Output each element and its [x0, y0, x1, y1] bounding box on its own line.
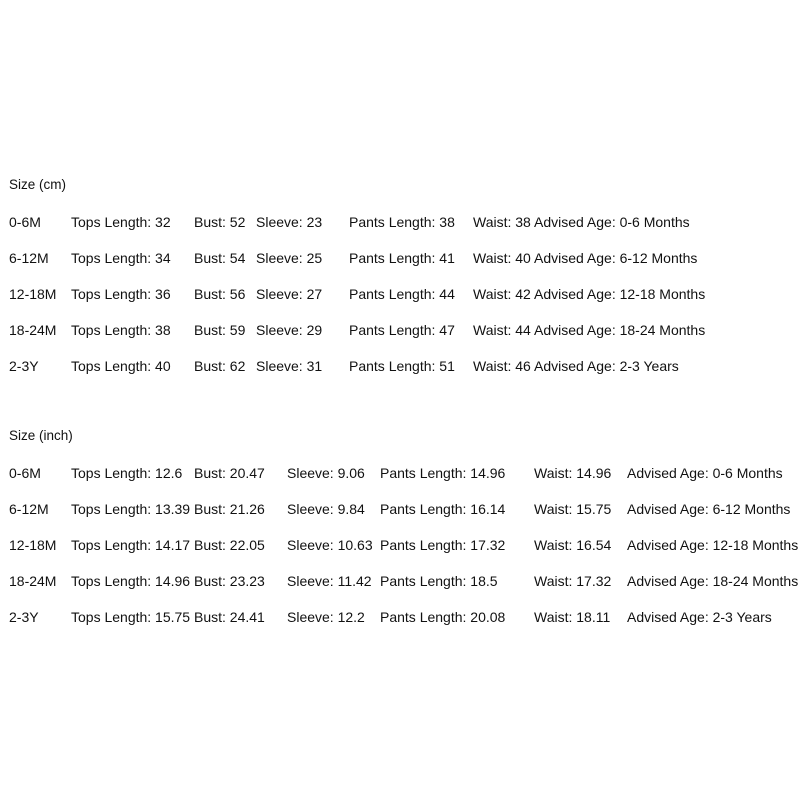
- size-cm-row: [0, 320, 800, 340]
- waist: Waist: 40: [473, 250, 531, 266]
- pants-length: Pants Length: 16.14: [380, 501, 506, 517]
- sleeve: Sleeve: 31: [256, 358, 323, 374]
- pants-length: Pants Length: 38: [349, 214, 455, 230]
- tops-length: Tops Length: 13.39: [71, 501, 191, 517]
- waist: Waist: 16.54: [534, 537, 612, 553]
- tops-length: Tops Length: 36: [71, 286, 171, 302]
- bust: Bust: 56: [194, 286, 246, 302]
- sleeve: Sleeve: 12.2: [287, 609, 365, 625]
- size-label: 18-24M: [9, 322, 57, 338]
- size-label: 0-6M: [9, 214, 41, 230]
- advised-age: Advised Age: 6-12 Months: [627, 501, 791, 517]
- waist: Waist: 42: [473, 286, 531, 302]
- tops-length: Tops Length: 14.96: [71, 573, 191, 589]
- pants-length: Pants Length: 41: [349, 250, 455, 266]
- tops-length: Tops Length: 40: [71, 358, 171, 374]
- size-label: 12-18M: [9, 537, 57, 553]
- pants-length: Pants Length: 14.96: [380, 465, 506, 481]
- advised-age: Advised Age: 6-12 Months: [534, 250, 698, 266]
- advised-age: Advised Age: 0-6 Months: [534, 214, 690, 230]
- size-cm-row: [0, 284, 800, 304]
- size-label: 12-18M: [9, 286, 57, 302]
- advised-age: Advised Age: 18-24 Months: [534, 322, 706, 338]
- bust: Bust: 59: [194, 322, 246, 338]
- size-label: 6-12M: [9, 501, 49, 517]
- waist: Waist: 14.96: [534, 465, 612, 481]
- advised-age: Advised Age: 0-6 Months: [627, 465, 783, 481]
- sleeve: Sleeve: 23: [256, 214, 323, 230]
- bust: Bust: 62: [194, 358, 246, 374]
- size-label: 2-3Y: [9, 609, 39, 625]
- size-inch-row: [0, 607, 800, 627]
- waist: Waist: 38: [473, 214, 531, 230]
- tops-length: Tops Length: 14.17: [71, 537, 191, 553]
- sleeve: Sleeve: 9.84: [287, 501, 365, 517]
- pants-length: Pants Length: 18.5: [380, 573, 498, 589]
- advised-age: Advised Age: 2-3 Years: [627, 609, 772, 625]
- sleeve: Sleeve: 10.63: [287, 537, 373, 553]
- advised-age: Advised Age: 2-3 Years: [534, 358, 679, 374]
- bust: Bust: 54: [194, 250, 246, 266]
- waist: Waist: 46: [473, 358, 531, 374]
- size-cm-row: [0, 356, 800, 376]
- bust: Bust: 52: [194, 214, 246, 230]
- bust: Bust: 20.47: [194, 465, 265, 481]
- pants-length: Pants Length: 44: [349, 286, 455, 302]
- sleeve: Sleeve: 27: [256, 286, 323, 302]
- bust: Bust: 23.23: [194, 573, 265, 589]
- advised-age: Advised Age: 12-18 Months: [534, 286, 706, 302]
- sleeve: Sleeve: 29: [256, 322, 323, 338]
- tops-length: Tops Length: 12.6: [71, 465, 183, 481]
- waist: Waist: 15.75: [534, 501, 612, 517]
- sleeve: Sleeve: 11.42: [287, 573, 372, 589]
- tops-length: Tops Length: 32: [71, 214, 171, 230]
- bust: Bust: 22.05: [194, 537, 265, 553]
- tops-length: Tops Length: 15.75: [71, 609, 191, 625]
- tops-length: Tops Length: 34: [71, 250, 171, 266]
- size-label: 18-24M: [9, 573, 57, 589]
- size-cm-row: [0, 248, 800, 268]
- size-inch-row: [0, 535, 800, 555]
- waist: Waist: 18.11: [534, 609, 611, 625]
- pants-length: Pants Length: 17.32: [380, 537, 506, 553]
- advised-age: Advised Age: 12-18 Months: [627, 537, 799, 553]
- size-cm-row: [0, 212, 800, 232]
- sleeve: Sleeve: 9.06: [287, 465, 365, 481]
- pants-length: Pants Length: 51: [349, 358, 455, 374]
- pants-length: Pants Length: 20.08: [380, 609, 506, 625]
- size-inch-row: [0, 571, 800, 591]
- bust: Bust: 24.41: [194, 609, 265, 625]
- bust: Bust: 21.26: [194, 501, 265, 517]
- advised-age: Advised Age: 18-24 Months: [627, 573, 799, 589]
- size-inch-row: [0, 463, 800, 483]
- size-label: 2-3Y: [9, 358, 39, 374]
- size-label: 6-12M: [9, 250, 49, 266]
- size-cm-heading: Size (cm): [9, 177, 66, 192]
- size-label: 0-6M: [9, 465, 41, 481]
- sleeve: Sleeve: 25: [256, 250, 323, 266]
- tops-length: Tops Length: 38: [71, 322, 171, 338]
- pants-length: Pants Length: 47: [349, 322, 455, 338]
- waist: Waist: 44: [473, 322, 531, 338]
- size-inch-row: [0, 499, 800, 519]
- waist: Waist: 17.32: [534, 573, 612, 589]
- size-inch-heading: Size (inch): [9, 428, 73, 443]
